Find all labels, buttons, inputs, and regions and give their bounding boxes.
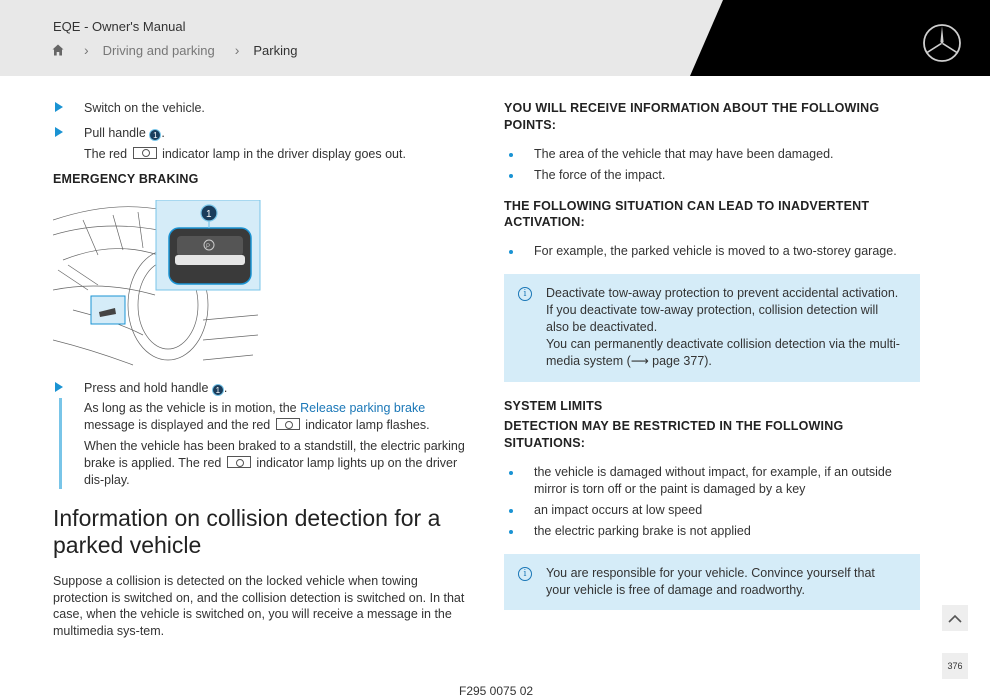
chevron-up-icon [948, 614, 962, 623]
step-item [84, 100, 465, 117]
app-title: EQE - Owner's Manual [53, 19, 186, 34]
step-arrow-icon [55, 382, 63, 392]
parking-brake-lamp-icon [276, 418, 300, 430]
list-item: the electric parking brake is not applied [504, 523, 920, 540]
section-title: Information on collision detection for a parked vehicle [53, 504, 441, 558]
restricted-situations-list [504, 464, 920, 540]
callout-number-badge: 1 [149, 129, 161, 141]
chevron-right-icon: › [84, 42, 89, 58]
list-item: an impact occurs at low speed [504, 502, 920, 519]
list-item: The area of the vehicle that may have been damaged. [504, 146, 920, 163]
breadcrumb-item-parking: Parking [253, 42, 298, 58]
figure-callout-number: 1 [206, 208, 212, 220]
breadcrumb [52, 42, 297, 58]
step-result [84, 438, 465, 489]
activation-list [504, 243, 920, 260]
step-arrow-icon [55, 127, 63, 137]
restricted-situations-heading: DETECTION MAY BE RESTRICTED IN THE FOLLOWING SITUATIONS: [504, 419, 844, 451]
step-list-release [53, 100, 465, 163]
info-note-text: You can permanently deactivate collision detection via the multi-media system (⟶ page 377). [546, 336, 900, 368]
svg-text:P: P [206, 243, 211, 250]
step-text: Pull handle [84, 125, 146, 140]
callout-number-badge: 1 [212, 384, 224, 396]
list-item: For example, the parked vehicle is moved to a two-storey garage. [504, 243, 920, 260]
parking-brake-lamp-icon [133, 147, 157, 159]
step-text-end: . [161, 125, 165, 140]
system-limits-heading: SYSTEM LIMITS [504, 398, 603, 413]
result-text: indicator lamp flashes. [305, 418, 430, 433]
result-text: The red [84, 146, 128, 161]
result-text: indicator lamp lights up on the driver dis-play. [84, 456, 458, 487]
step-list-emergency [53, 380, 465, 489]
page-number: 376 [942, 653, 968, 679]
header-bar [0, 0, 990, 76]
info-note-responsibility [504, 554, 920, 611]
step-item [84, 380, 465, 489]
info-icon: i [518, 287, 532, 301]
right-column [504, 100, 920, 626]
info-note-text: Deactivate tow-away protection to prevent accidental activation. If you deactivate tow-away protection, collision detection will also be deactivated. [546, 286, 899, 334]
left-column [53, 100, 465, 640]
chevron-right-icon: › [234, 42, 240, 58]
emergency-braking-heading: EMERGENCY BRAKING [53, 171, 199, 186]
step-text-end: . [223, 380, 228, 395]
info-points-heading: YOU WILL RECEIVE INFORMATION ABOUT THE FOLLOWING POINTS: [504, 101, 880, 132]
result-text: When the vehicle has been braked to a standstill, the electric parking brake is applied. The red [84, 439, 465, 470]
step-text: Switch on the vehicle. [84, 101, 205, 115]
activation-heading: THE FOLLOWING SITUATION CAN LEAD TO INADVERTENT ACTIVATION: [504, 198, 870, 230]
step-item [84, 125, 465, 163]
result-text: indicator lamp in the driver display goes out. [162, 146, 406, 161]
list-item: The force of the impact. [504, 167, 920, 184]
info-note-tow-away [504, 274, 920, 381]
info-note-text: You are responsible for your vehicle. Convince yourself that your vehicle is free of damage and roadworthy. [546, 565, 875, 597]
step-text: Press and hold handle [84, 380, 209, 395]
list-item: the vehicle is damaged without impact, for example, if an outside mirror is torn off or the paint is damaged by a key [504, 464, 920, 498]
step-result [84, 146, 465, 163]
scroll-to-top-button[interactable] [942, 605, 968, 631]
section-paragraph: Suppose a collision is detected on the locked vehicle when towing protection is switched on, and the collision detection is switched on. In that case, when the vehicle is switched on, you will receive a message in the multimedia sys-tem. [53, 574, 465, 638]
parking-brake-lamp-icon [227, 456, 251, 468]
dashboard-drawing [53, 200, 263, 370]
parking-brake-illustration [53, 200, 263, 370]
release-parking-brake-link[interactable]: Release parking brake [300, 401, 426, 416]
step-arrow-icon [55, 102, 63, 112]
result-text: message is displayed and the red [84, 418, 271, 433]
step-result [84, 400, 465, 434]
figure-code: F295 0075 02 [459, 684, 534, 698]
info-points-list [504, 146, 920, 184]
info-icon: i [518, 567, 532, 581]
mercedes-star-icon[interactable] [922, 23, 962, 63]
home-icon[interactable] [52, 44, 64, 56]
result-text: As long as the vehicle is in motion, the [84, 401, 297, 416]
breadcrumb-item-driving-and-parking[interactable]: Driving and parking [102, 42, 215, 58]
